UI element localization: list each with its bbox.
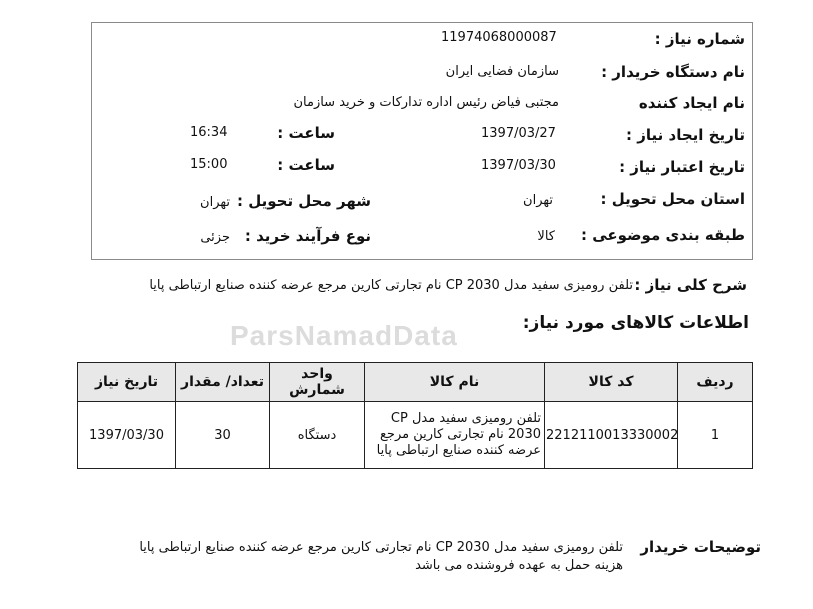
buyer-notes-line1: تلفن رومیزی سفید مدل CP 2030 نام تجارتی کارین مرجع عرضه کننده صنایع ارتباطی پایا: [139, 540, 623, 555]
need-number-label: شماره نیاز :: [654, 30, 745, 48]
cell-code: 2212110013330002: [545, 402, 678, 469]
buyer-notes-label: توضیحات خریدار: [640, 538, 761, 556]
creator-label: نام ایجاد کننده: [638, 94, 745, 112]
province-label: استان محل تحویل :: [600, 190, 745, 208]
buyer-notes-line2: هزینه حمل به عهده فروشنده می باشد: [415, 558, 623, 573]
cell-qty: 30: [176, 402, 270, 469]
cell-name: تلفن رومیزی سفید مدل CP 2030 نام تجارتی کارین مرجع عرضه کننده صنایع ارتباطی پایا: [365, 402, 545, 469]
table-header-row: [78, 363, 753, 402]
summary-label: شرح کلی نیاز :: [634, 276, 747, 294]
col-qty: تعداد/ مقدار: [176, 363, 270, 402]
summary-text: تلفن رومیزی سفید مدل CP 2030 نام تجارتی کارین مرجع عرضه کننده صنایع ارتباطی پایا: [149, 278, 633, 293]
cell-row: 1: [678, 402, 753, 469]
col-date: تاریخ نیاز: [78, 363, 176, 402]
items-table: [77, 362, 753, 469]
buyer-label: نام دستگاه خریدار :: [601, 63, 745, 81]
col-code: کد کالا: [545, 363, 678, 402]
col-unit: واحد شمارش: [270, 363, 365, 402]
watermark-text: ParsNamadData: [230, 320, 458, 351]
valid-time: 15:00: [190, 157, 228, 172]
city-label: شهر محل تحویل :: [236, 192, 371, 210]
items-section-title: اطلاعات کالاهای مورد نیاز:: [522, 313, 749, 333]
province: تهران: [523, 193, 553, 208]
need-number: 11974068000087: [441, 30, 557, 45]
valid-date-label: تاریخ اعتبار نیاز :: [619, 158, 745, 176]
created-date: 1397/03/27: [481, 126, 556, 141]
process-label: نوع فرآیند خرید :: [244, 227, 371, 245]
city: تهران: [200, 195, 230, 210]
col-row: ردیف: [678, 363, 753, 402]
category-label: طبقه بندی موضوعی :: [581, 226, 745, 244]
cell-date: 1397/03/30: [78, 402, 176, 469]
cell-unit: دستگاه: [270, 402, 365, 469]
process: جزئی: [200, 230, 230, 245]
created-time: 16:34: [190, 125, 228, 140]
creator-name: مجتبی فیاض رئیس اداره تدارکات و خرید سازمان: [293, 95, 559, 110]
created-time-label: ساعت :: [277, 124, 335, 142]
category: کالا: [537, 229, 555, 244]
buyer-name: سازمان فضایی ایران: [445, 64, 559, 79]
created-date-label: تاریخ ایجاد نیاز :: [626, 126, 745, 144]
table-row: [78, 402, 753, 469]
valid-date: 1397/03/30: [481, 158, 556, 173]
valid-time-label: ساعت :: [277, 156, 335, 174]
col-name: نام کالا: [365, 363, 545, 402]
